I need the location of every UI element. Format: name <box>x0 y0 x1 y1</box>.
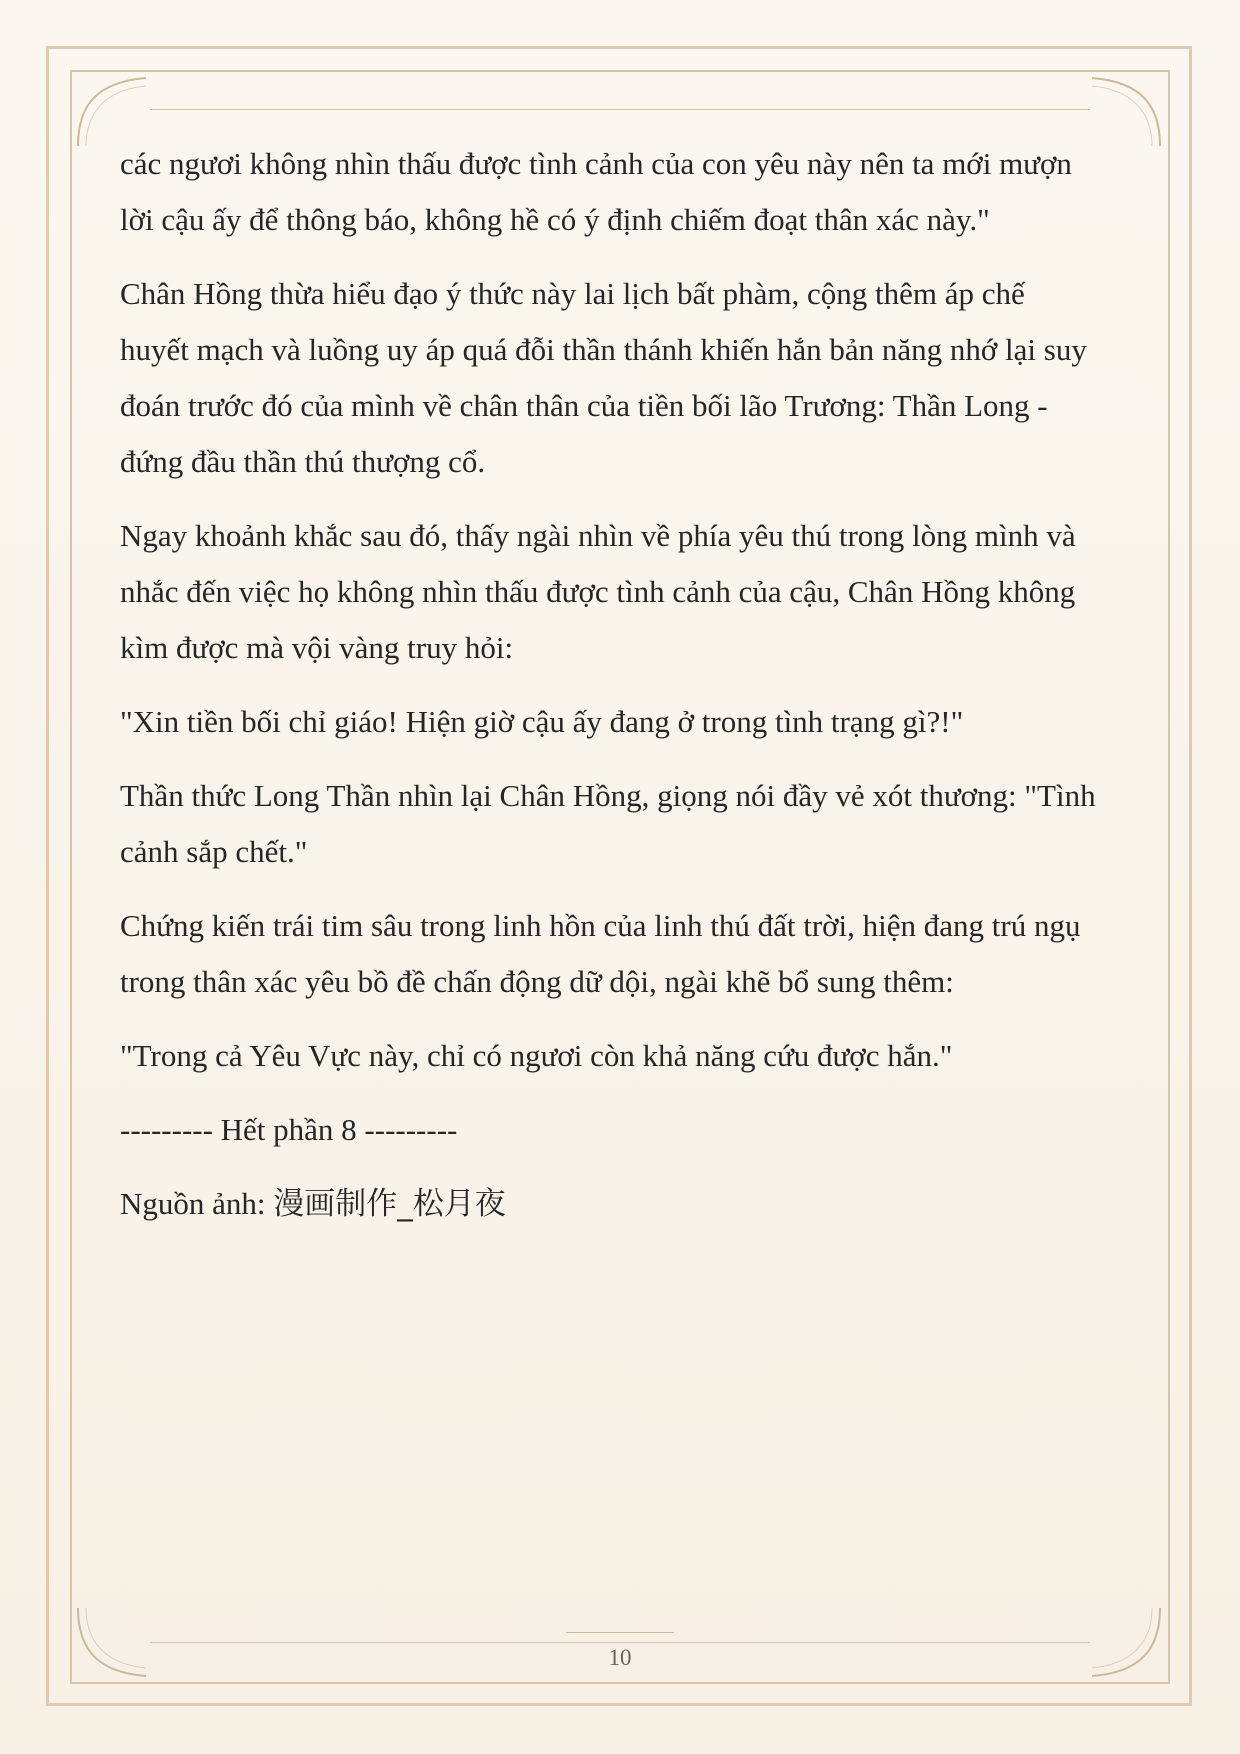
image-source-label: Nguồn ảnh: <box>120 1186 274 1221</box>
corner-ornament-top-right-icon <box>1092 76 1162 146</box>
paragraph: "Trong cả Yêu Vực này, chỉ có ngươi còn khả năng cứu được hắn." <box>120 1038 953 1073</box>
paragraph: Chứng kiến trái tim sâu trong linh hồn của linh thú đất trời, hiện đang trú ngụ trong thân xác yêu bồ đề chấn động dữ dội, ngài khẽ bổ sung thêm: <box>120 908 1081 999</box>
paragraph: Thần thức Long Thần nhìn lại Chân Hồng, giọng nói đầy vẻ xót thương: "Tình cảnh sắp chết." <box>120 778 1096 869</box>
paragraph: Chân Hồng thừa hiểu đạo ý thức này lai lịch bất phàm, cộng thêm áp chế huyết mạch và luồng uy áp quá đỗi thần thánh khiến hắn bản năng nhớ lại suy đoán trước đó của mình về chân thân của tiền bối lão Trương: Thần Long - đứng đầu thần thú thượng cổ. <box>120 276 1087 479</box>
image-source-value: 漫画制作_松月夜 <box>273 1186 506 1222</box>
paragraph: Ngay khoảnh khắc sau đó, thấy ngài nhìn về phía yêu thú trong lòng mình và nhắc đến việc họ không nhìn thấu được tình cảnh của cậu, Chân Hồng không kìm được mà vội vàng truy hỏi: <box>120 518 1076 665</box>
bottom-divider <box>150 1642 1090 1643</box>
top-divider <box>150 109 1090 110</box>
page-number: 10 <box>608 1645 632 1670</box>
image-source-line <box>120 1176 1100 1232</box>
body-text <box>120 136 1100 1250</box>
page-number-ornament <box>566 1632 674 1633</box>
section-end-marker: --------- Hết phần 8 --------- <box>120 1112 458 1147</box>
paragraph: các ngươi không nhìn thấu được tình cảnh của con yêu này nên ta mới mượn lời cậu ấy để thông báo, không hề có ý định chiếm đoạt thân xác này." <box>120 146 1072 237</box>
paragraph: "Xin tiền bối chỉ giáo! Hiện giờ cậu ấy đang ở trong tình trạng gì?!" <box>120 704 964 739</box>
